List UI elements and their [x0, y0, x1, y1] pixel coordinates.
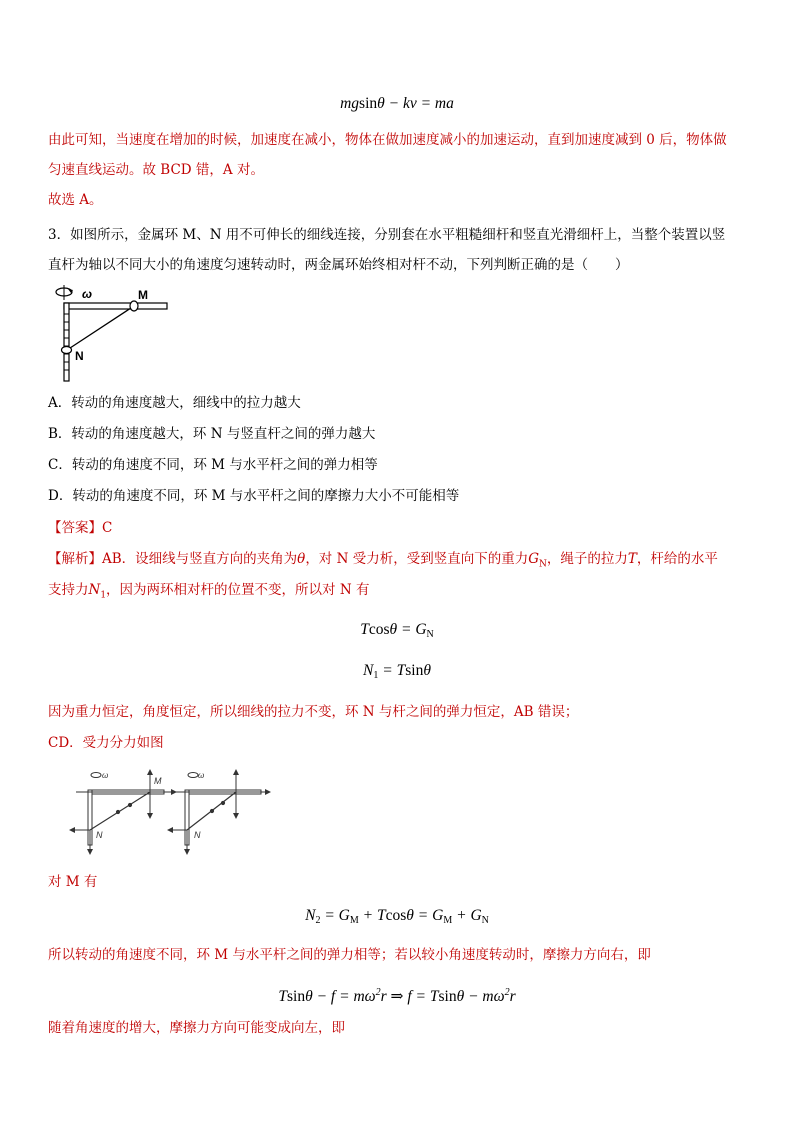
explanation-line-3: 因为重力恒定，角度恒定，所以细线的拉力不变，环 N 与杆之间的弹力恒定，AB 错误；: [48, 704, 579, 720]
option-c: C．转动的角速度不同，环 M 与水平杆之间的弹力相等: [48, 457, 378, 473]
equation-5: $Tsin\theta - f = m\omega^2r$ ⇒ $f = Tsin\theta - m\omega^2r$: [278, 987, 516, 1005]
ring-m: [130, 301, 138, 311]
string: [67, 306, 134, 350]
ring-m-label: M: [154, 776, 162, 786]
text-line: 匀速直线运动。故 BCD 错，A 对。: [48, 162, 264, 178]
answer: 【答案】C: [48, 520, 113, 536]
explanation-line-2: 支持力$N_1$，因为两环相对杆的位置不变，所以对 N 有: [48, 582, 370, 601]
ring-n-label: N: [194, 830, 201, 840]
equation-1: mgsinθ − kv = ma: [340, 95, 454, 112]
vertical-rod: [64, 303, 69, 381]
omega-label: ω: [102, 771, 109, 780]
text-line: 故选 A。: [48, 192, 103, 208]
explanation-line-5: 对 M 有: [48, 874, 98, 890]
apparatus-figure: [52, 280, 182, 385]
explanation-line-7: 随着角速度的增大，摩擦力方向可能变成向左，即: [48, 1020, 345, 1036]
explanation-line-4: CD．受力分力如图: [48, 735, 164, 751]
ring-n: [62, 347, 72, 354]
force-diagram-right: [168, 770, 270, 854]
question-3-line-2: 直杆为轴以不同大小的角速度匀速转动时，两金属环始终相对杆不动，下列判断正确的是（ ）: [48, 257, 629, 273]
equation-3: $N_1 = Tsin\theta$: [363, 662, 431, 681]
ring-n-label: N: [96, 830, 103, 840]
equation-2: $Tcos\theta = G_N$: [360, 621, 434, 640]
explanation-line-1: 【解析】AB．设细线与竖直方向的夹角为θ，对 N 受力析，受到竖直向下的重力$G_N$，绳子的拉力T，杆给的水平: [48, 551, 718, 570]
force-diagram-figure: [58, 768, 278, 858]
question-3-line-1: 3．如图所示，金属环 M、N 用不可伸长的细线连接，分别套在水平粗糙细杆和竖直光滑细杆上，当整个装置以竖: [48, 227, 726, 243]
omega-label: ω: [198, 771, 205, 780]
equation-4: $N_2 = G_M + Tcos\theta = G_M + G_N$: [305, 907, 489, 926]
option-a: A．转动的角速度越大，细线中的拉力越大: [48, 395, 301, 411]
horizontal-rod: [64, 303, 167, 309]
ring-n-label: N: [75, 349, 84, 363]
option-d: D．转动的角速度不同，环 M 与水平杆之间的摩擦力大小不可能相等: [48, 488, 460, 504]
omega-label: ω: [82, 287, 93, 301]
option-b: B．转动的角速度越大，环 N 与竖直杆之间的弹力越大: [48, 426, 376, 442]
text-line: 由此可知，当速度在增加的时候，加速度在减小，物体在做加速度减小的加速运动，直到加速度减到 0 后，物体做: [48, 132, 727, 148]
ring-m-label: M: [138, 288, 148, 302]
explanation-line-6: 所以转动的角速度不同，环 M 与水平杆之间的弹力相等；若以较小角速度转动时，摩擦力方向右，即: [48, 947, 651, 963]
